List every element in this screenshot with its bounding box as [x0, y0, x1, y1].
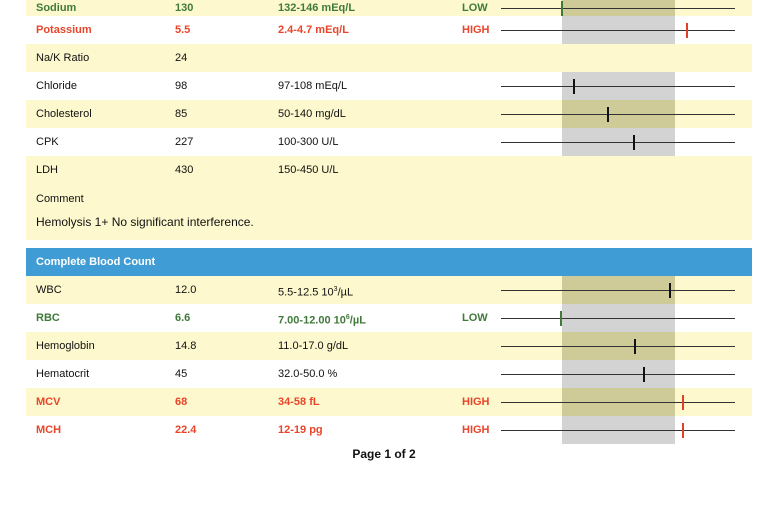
test-value: 45	[175, 368, 188, 380]
value-marker	[643, 367, 645, 382]
section-header-cbc	[26, 248, 752, 276]
table-row	[26, 16, 752, 44]
test-value: 68	[175, 396, 188, 408]
range-bar	[501, 388, 735, 416]
table-row	[26, 304, 752, 332]
section-title: Complete Blood Count	[36, 256, 156, 268]
comment-label: Comment	[36, 193, 84, 205]
flag-badge: LOW	[462, 312, 488, 324]
reference-range	[278, 304, 366, 335]
range-bar	[501, 360, 735, 388]
reference-range: 150-450 U/L	[278, 164, 339, 176]
range-bar	[501, 100, 735, 128]
range-bar	[501, 332, 735, 360]
test-value: 5.5	[175, 24, 191, 36]
test-value: 98	[175, 80, 188, 92]
test-name: MCH	[36, 424, 62, 436]
value-marker	[682, 395, 684, 410]
value-marker	[669, 283, 671, 298]
range-line	[501, 346, 735, 347]
test-value: 12.0	[175, 284, 197, 296]
test-name: Chloride	[36, 80, 77, 92]
flag-badge: HIGH	[462, 24, 490, 36]
table-row	[26, 100, 752, 128]
test-name: RBC	[36, 312, 60, 324]
test-name: WBC	[36, 284, 62, 296]
value-marker	[634, 339, 636, 354]
test-value: 22.4	[175, 424, 197, 436]
range-line	[501, 114, 735, 115]
reference-range	[278, 388, 320, 416]
reference-range: 132-146 mEq/L	[278, 2, 356, 14]
test-value: 227	[175, 136, 194, 148]
page-number: Page 1 of 2	[352, 447, 416, 461]
range-bar	[501, 128, 735, 156]
test-name: MCV	[36, 396, 61, 408]
value-marker	[560, 311, 562, 326]
test-name: Sodium	[36, 2, 77, 14]
test-name: Potassium	[36, 24, 92, 36]
reference-range	[278, 416, 323, 444]
test-value: 430	[175, 164, 194, 176]
test-value: 14.8	[175, 340, 197, 352]
test-value: 6.6	[175, 312, 191, 324]
range-text: 34-58 fL	[278, 396, 320, 408]
reference-range: 97-108 mEq/L	[278, 80, 348, 92]
table-row	[26, 44, 752, 72]
range-line	[501, 8, 735, 9]
range-line	[501, 318, 735, 319]
table-row	[26, 128, 752, 156]
table-row	[26, 388, 752, 416]
test-name: CPK	[36, 136, 59, 148]
cbc-table	[26, 276, 752, 444]
range-line	[501, 30, 735, 31]
range-line	[501, 86, 735, 87]
test-value: 85	[175, 108, 188, 120]
value-marker	[633, 135, 635, 150]
range-text: 11.0-17.0 g/dL	[278, 340, 349, 352]
range-unit: /µL	[337, 286, 354, 299]
range-bar	[501, 416, 735, 444]
value-marker	[573, 79, 575, 94]
chemistry-table	[26, 0, 752, 184]
value-marker	[682, 423, 684, 438]
reference-range	[278, 276, 353, 307]
test-value: 24	[175, 52, 188, 64]
table-row	[26, 156, 752, 184]
range-bar	[501, 276, 735, 304]
reference-range	[278, 360, 337, 388]
table-row	[26, 72, 752, 100]
range-line	[501, 374, 735, 375]
range-exponent: 6	[345, 314, 350, 321]
test-name: LDH	[36, 164, 59, 176]
table-row	[26, 0, 752, 16]
flag-badge: HIGH	[462, 424, 490, 436]
reference-range: 2.4-4.7 mEq/L	[278, 24, 349, 36]
table-row	[26, 360, 752, 388]
flag-badge: HIGH	[462, 396, 490, 408]
range-text: 32.0-50.0 %	[278, 368, 338, 380]
reference-range	[278, 332, 348, 360]
value-marker	[686, 23, 688, 38]
test-name: Cholesterol	[36, 108, 92, 120]
test-name: Hemoglobin	[36, 340, 95, 352]
range-bar	[501, 16, 735, 44]
range-line	[501, 402, 735, 403]
range-line	[501, 430, 735, 431]
test-name: Hematocrit	[36, 368, 90, 380]
comment-block	[26, 184, 752, 240]
comment-text: Hemolysis 1+ No significant interference.	[36, 215, 254, 229]
range-text: 12-19 pg	[278, 424, 323, 436]
reference-range: 50-140 mg/dL	[278, 108, 346, 120]
range-text: 5.5-12.5 10	[278, 286, 334, 299]
flag-badge: LOW	[462, 2, 488, 14]
table-row	[26, 276, 752, 304]
range-bar	[501, 72, 735, 100]
value-marker	[561, 1, 563, 16]
test-value: 130	[175, 2, 194, 14]
table-row	[26, 416, 752, 444]
range-bar	[501, 304, 735, 332]
range-text: 7.00-12.00 10	[278, 314, 346, 327]
reference-range: 100-300 U/L	[278, 136, 339, 148]
test-name: Na/K Ratio	[36, 52, 90, 64]
range-unit: /µL	[349, 314, 366, 327]
range-exponent: 3	[333, 286, 338, 293]
value-marker	[607, 107, 609, 122]
range-line	[501, 142, 735, 143]
range-line	[501, 290, 735, 291]
table-row	[26, 332, 752, 360]
